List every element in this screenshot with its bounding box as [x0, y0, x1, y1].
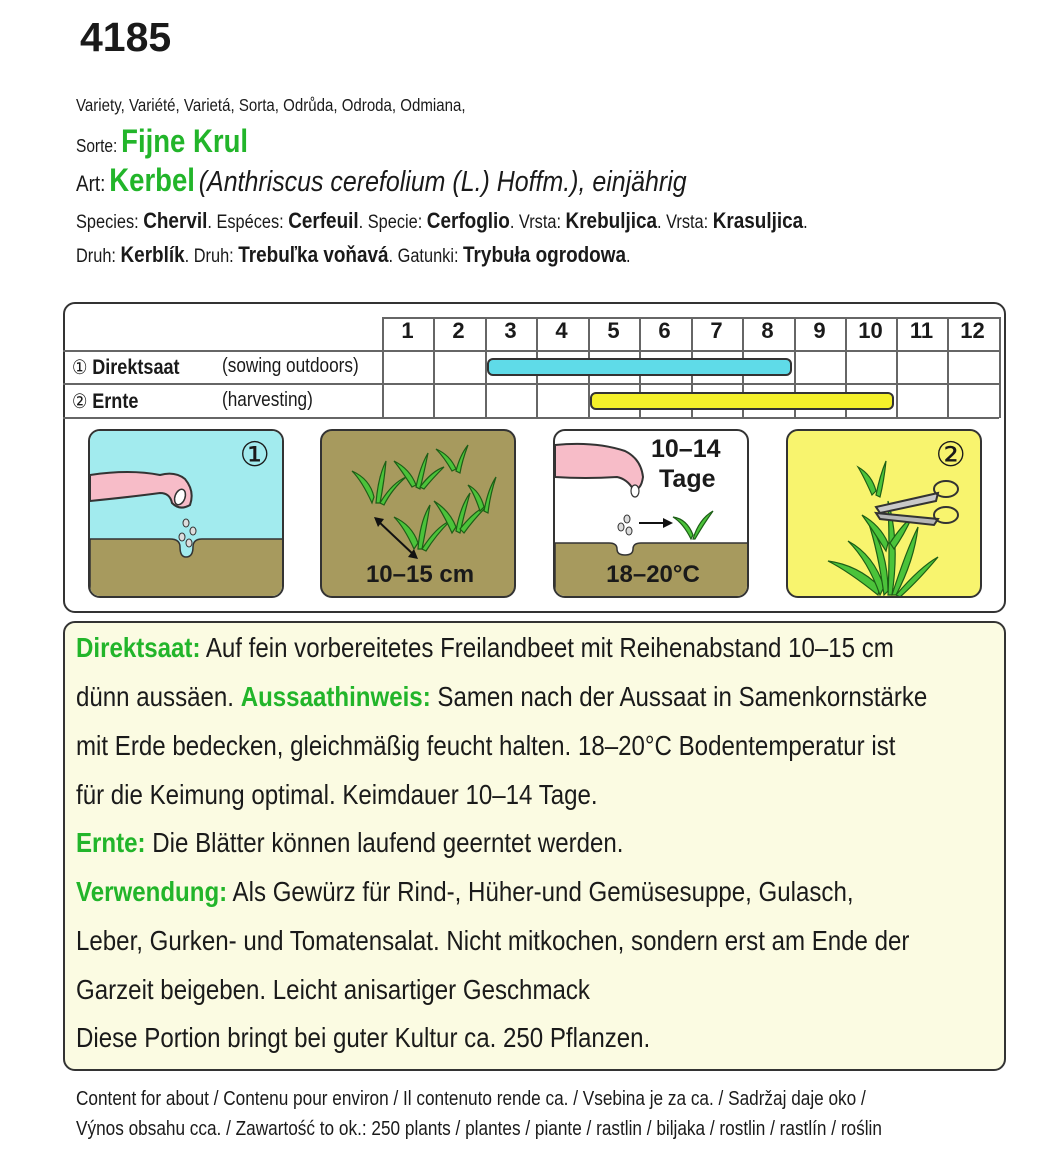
species-name: Krasuljica [712, 208, 804, 233]
species-label: Druh: [193, 246, 234, 267]
product-code: 4185 [80, 14, 172, 60]
info-line-7: Leber, Gurken- und Tomatensalat. Nicht mitkochen, sondern erst am Ende der [76, 925, 910, 956]
harvest-step-symbol: ② [935, 436, 966, 474]
month-header: 4 [555, 318, 568, 343]
info-line-1 [76, 632, 1027, 664]
species-name: Kerblík [120, 242, 185, 267]
month-header: 9 [813, 318, 826, 343]
species-label: Vrsta: [518, 212, 561, 233]
sorte-line [76, 123, 276, 160]
art-name: Kerbel [109, 162, 195, 198]
info-text: Als Gewürz für Rind-, Hüher-und Gemüsesuppe, Gulasch, [227, 876, 854, 907]
germination-days-number: 10–14 [651, 435, 721, 463]
month-header: 3 [504, 318, 517, 343]
art-label: Art: [76, 171, 106, 196]
info-text: Samen nach der Aussaat in Samenkornstärke [430, 681, 928, 712]
species-label: Species: [76, 212, 139, 233]
ernte-heading: Ernte: [76, 827, 146, 858]
pictogram-harvesting [786, 429, 982, 598]
info-line-3: mit Erde bedecken, gleichmäßig feucht halten. 18–20°C Bodentemperatur ist [76, 730, 896, 761]
row-name: Direktsaat [92, 356, 180, 379]
info-line-5 [76, 827, 713, 859]
art-line [76, 162, 786, 199]
species-label: Vrsta: [666, 212, 709, 233]
species-label: Druh: [76, 246, 116, 267]
info-line-4: für die Keimung optimal. Keimdauer 10–14 Tage. [76, 779, 598, 810]
row-name: Ernte [92, 390, 139, 413]
sowing-step-symbol: ① [239, 436, 270, 474]
calendar-row-ernte [72, 389, 149, 414]
month-header: 6 [658, 318, 671, 343]
info-text: dünn aussäen. [76, 681, 241, 712]
sorte-label: Sorte: [76, 136, 118, 156]
pictogram-row-spacing [320, 429, 516, 598]
pictogram-germination [553, 429, 749, 598]
sorte-value: Fijne Krul [121, 123, 249, 159]
info-text: Auf fein vorbereitetes Freilandbeet mit Reihenabstand 10–15 cm [200, 632, 894, 663]
harvest-period-bar [590, 392, 894, 410]
species-name: Trybuła ogrodowa [463, 242, 626, 267]
row-translation: (harvesting) [222, 389, 313, 411]
calendar-row-direktsaat [72, 355, 197, 380]
month-header: 8 [761, 318, 774, 343]
grid-line [63, 417, 999, 419]
info-line-6 [76, 876, 980, 908]
species-line-2: Druh: Kerblík. Druh: Trebuľka voňavá. Gatunki: Trybuła ogrodowa. [76, 242, 631, 267]
month-header: 5 [607, 318, 620, 343]
species-name: Chervil [143, 208, 208, 233]
species-line-1: Species: Chervil. Espéces: Cerfeuil. Specie: Cerfoglio. Vrsta: Krebuljica. Vrsta: Krasuljica. [76, 208, 808, 233]
info-line-9: Diese Portion bringt bei guter Kultur ca. 250 Pflanzen. [76, 1022, 651, 1053]
row-spacing-label: 10–15 cm [365, 561, 475, 588]
germination-days-unit: Tage [659, 465, 716, 493]
aussaathinweis-heading: Aussaathinweis: [240, 681, 431, 712]
grid-line [999, 317, 1001, 418]
month-header: 10 [858, 318, 883, 343]
direktsaat-heading: Direktsaat: [76, 632, 201, 663]
species-label: Gatunki: [397, 246, 459, 267]
species-name: Cerfeuil [288, 208, 359, 233]
row-symbol: ① [72, 357, 88, 379]
row-symbol: ② [72, 391, 88, 413]
variety-languages: Variety, Variété, Varietá, Sorta, Odrůda, Odroda, Odmiana, [76, 95, 466, 115]
content-amount-line-1: Content for about / Contenu pour environ / Il contenuto rende ca. / Vsebina je za ca. / Sadržaj daje oko / [76, 1088, 866, 1110]
month-header: 12 [960, 318, 985, 343]
month-header: 7 [710, 318, 723, 343]
info-line-2 [76, 681, 1058, 713]
germination-temperature: 18–20°C [606, 561, 700, 588]
info-line-8: Garzeit beigeben. Leicht anisartiger Geschmack [76, 974, 590, 1005]
content-amount-line-2: Výnos obsahu cca. / Zawartość to ok.: 250 plants / plantes / piante / rastlin / biljaka / rostlin / rastlín / roślin [76, 1118, 882, 1140]
pictogram-sowing [88, 429, 284, 598]
grid-line [63, 350, 999, 352]
art-latin: (Anthriscus cerefolium (L.) Hoffm.), einjährig [198, 166, 687, 198]
species-name: Krebuljica [565, 208, 658, 233]
row-translation: (sowing outdoors) [222, 355, 359, 377]
species-label: Espéces: [216, 212, 284, 233]
species-name: Cerfoglio [426, 208, 510, 233]
grid-line [63, 383, 999, 385]
verwendung-heading: Verwendung: [76, 876, 228, 907]
month-header: 1 [401, 318, 414, 343]
info-text: Die Blätter können laufend geerntet werden. [145, 827, 624, 858]
species-name: Trebuľka voňavá [238, 242, 389, 267]
month-header: 2 [452, 318, 465, 343]
species-label: Specie: [367, 212, 423, 233]
month-header: 11 [909, 318, 934, 343]
sowing-period-bar [487, 358, 792, 376]
